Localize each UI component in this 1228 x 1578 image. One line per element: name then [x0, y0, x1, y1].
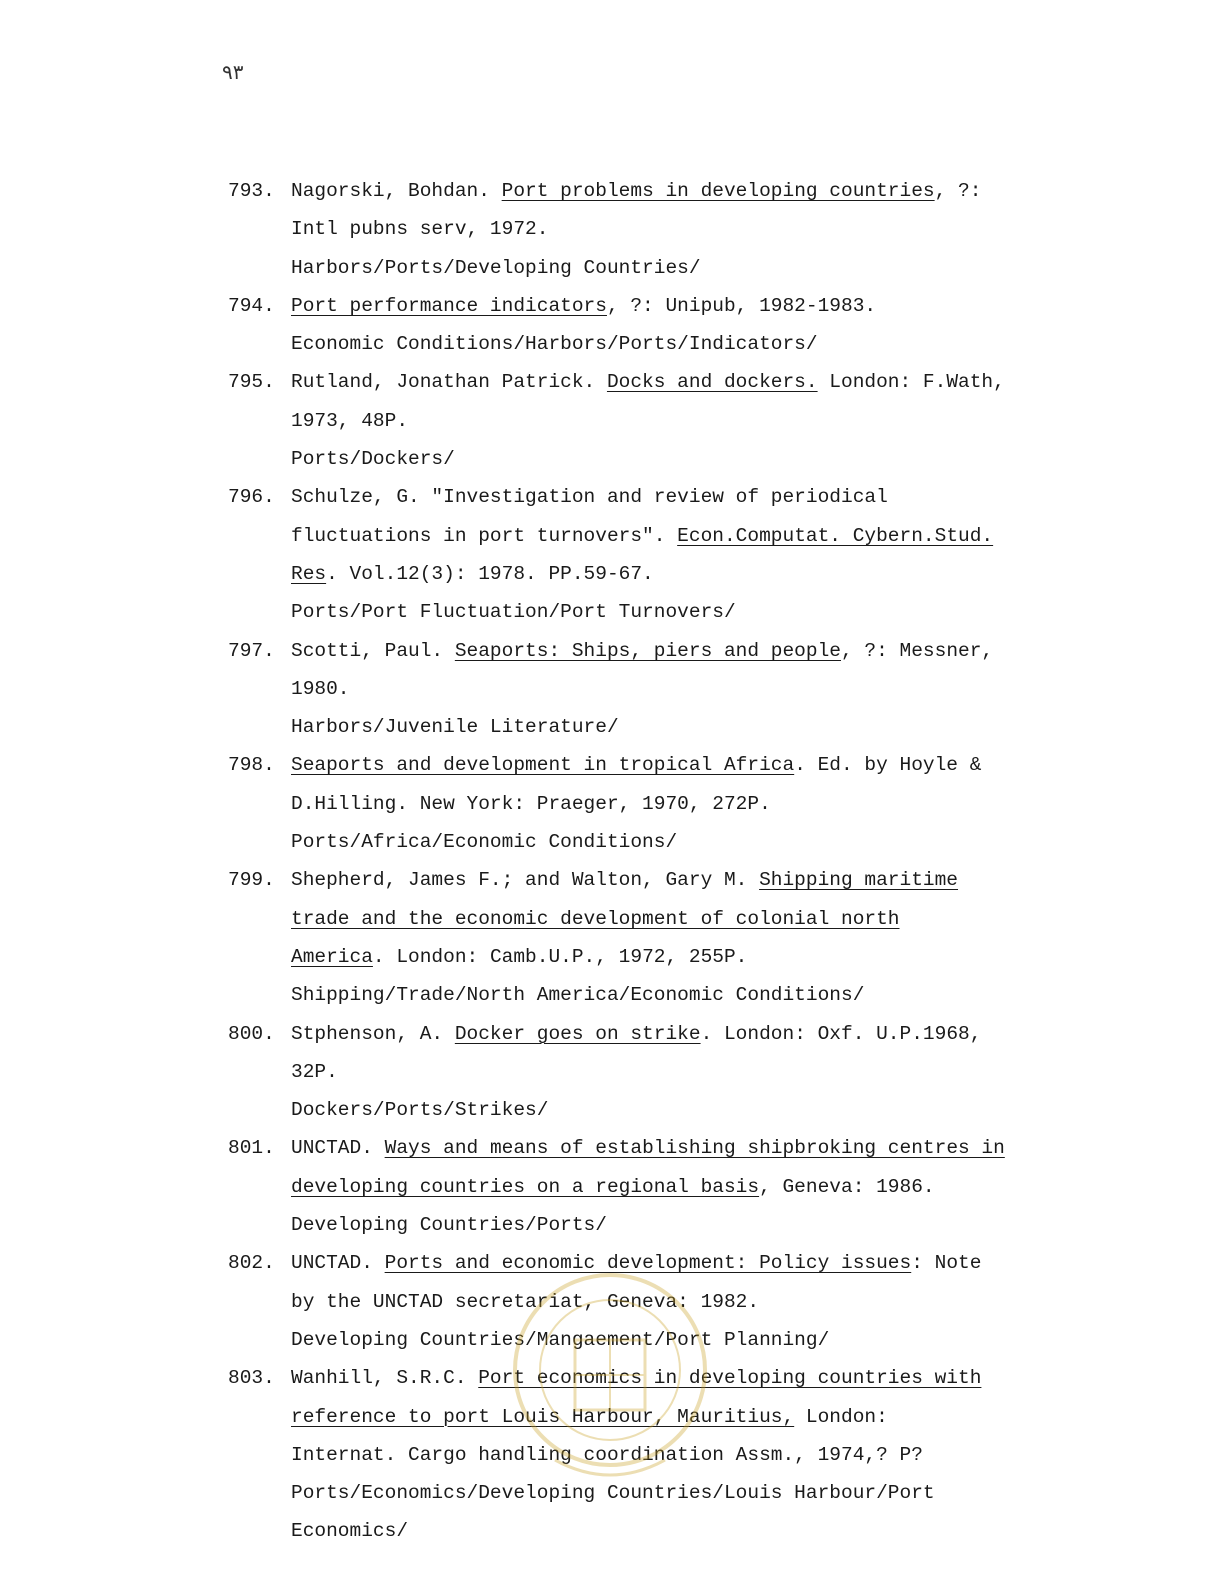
- entry-line: [291, 1283, 1228, 1321]
- entry-text: Developing Countries/Ports/: [291, 1214, 607, 1237]
- entry-line: [291, 440, 1228, 478]
- entry-text: . London: Camb.U.P., 1972, 255P.: [372, 945, 748, 968]
- entry-title-text: Seaports and development in tropical Africa: [291, 754, 795, 777]
- bibliography-entry: [0, 363, 1228, 478]
- entry-line: [291, 1206, 1228, 1244]
- page-number: ٩٣: [222, 60, 244, 84]
- entry-line: [291, 249, 1228, 287]
- entry-text: Nagorski, Bohdan.: [291, 180, 502, 202]
- entry-text: . London: Oxf. U.P.1968,: [700, 1022, 982, 1045]
- entry-text: Ports/Port Fluctuation/Port Turnovers/: [291, 601, 736, 624]
- entry-text: Rutland, Jonathan Patrick.: [291, 371, 607, 394]
- entry-line: [291, 325, 1228, 363]
- entry-title-text: Shipping maritime: [759, 869, 959, 892]
- entry-text: London: F.Wath,: [817, 371, 1005, 394]
- entry-line: [291, 1053, 1228, 1091]
- entry-text: Ports/Dockers/: [291, 448, 455, 471]
- entry-text: UNCTAD.: [291, 1137, 385, 1160]
- entry-title-text: Port problems in developing countries: [501, 180, 935, 202]
- entry-text: Economics/: [291, 1520, 409, 1543]
- entry-line: [291, 1091, 1228, 1129]
- entry-line: [291, 1129, 1228, 1167]
- entry-line: [291, 172, 1228, 210]
- entry-line: [291, 1321, 1228, 1359]
- entry-line: [291, 746, 1228, 784]
- library-seal-watermark: [505, 1260, 715, 1500]
- entry-line: [291, 976, 1228, 1014]
- bibliography-entry: [0, 1129, 1228, 1244]
- entry-text: , ?: Messner,: [841, 639, 994, 662]
- entry-number: 801.: [228, 1137, 275, 1160]
- entry-line: [291, 1474, 1228, 1512]
- entry-title-text: Seaports: Ships, piers and people: [454, 639, 841, 662]
- entry-text: 1980.: [291, 677, 350, 700]
- entry-title-text: developing countries on a regional basis: [291, 1175, 760, 1198]
- entry-number: 802.: [228, 1252, 275, 1275]
- entry-number: 795.: [228, 371, 275, 394]
- entry-text: : Note: [911, 1252, 982, 1275]
- entry-number: 797.: [228, 639, 275, 662]
- entry-line: [291, 1244, 1228, 1282]
- entry-line: [291, 1398, 1228, 1436]
- entry-title-text: Docks and dockers.: [606, 371, 818, 394]
- entry-number: 803.: [228, 1367, 275, 1390]
- entry-line: [291, 593, 1228, 631]
- entry-title-text: Ports and economic development: Policy issues: [384, 1252, 912, 1275]
- entry-number: 794.: [228, 294, 275, 317]
- bibliography-entry: [0, 1015, 1228, 1130]
- bibliography-entry: [0, 632, 1228, 747]
- entry-number: 793.: [228, 180, 275, 202]
- entry-number: 800.: [228, 1022, 275, 1045]
- entry-line: [291, 517, 1228, 555]
- entry-title-text: Docker goes on strike: [454, 1022, 701, 1045]
- entry-text: , ?:: [934, 180, 982, 202]
- entry-text: Scotti, Paul.: [291, 639, 455, 662]
- entry-text: Stphenson, A.: [291, 1022, 455, 1045]
- entry-line: [291, 1436, 1228, 1474]
- entry-line: [291, 1512, 1228, 1550]
- entry-text: Shepherd, James F.; and Walton, Gary M.: [291, 869, 760, 892]
- entry-line: [291, 363, 1228, 401]
- entry-text: Schulze, G. "Investigation and review of periodical: [291, 486, 888, 509]
- entry-text: Dockers/Ports/Strikes/: [291, 1099, 549, 1122]
- entry-number: 796.: [228, 486, 275, 509]
- entry-line: [291, 785, 1228, 823]
- entry-text: , Geneva: 1986.: [759, 1175, 935, 1198]
- entry-line: [291, 708, 1228, 746]
- entry-text: Ports/Economics/Developing Countries/Louis Harbour/Port: [291, 1482, 935, 1505]
- entry-text: 32P.: [291, 1060, 338, 1083]
- entry-line: [291, 555, 1228, 593]
- entry-text: D.Hilling. New York: Praeger, 1970, 272P.: [291, 792, 771, 815]
- entry-text: Shipping/Trade/North America/Economic Conditions/: [291, 984, 865, 1007]
- bibliography-entry: [0, 861, 1228, 1014]
- entry-text: , ?: Unipub, 1982-1983.: [606, 294, 877, 317]
- entry-line: [291, 210, 1228, 248]
- entry-title-text: reference to port Louis Harbour, Mauritius,: [291, 1405, 795, 1428]
- entry-text: Intl pubns serv, 1972.: [291, 218, 549, 241]
- entry-title-text: Port performance indicators: [291, 294, 607, 317]
- entry-line: [291, 632, 1228, 670]
- entry-text: Wanhill, S.R.C.: [291, 1367, 479, 1390]
- entry-text: . Vol.12(3): 1978. PP.59-67.: [326, 562, 654, 585]
- entry-line: [291, 478, 1228, 516]
- entry-text: 1973, 48P.: [291, 409, 409, 432]
- bibliography-entry: [0, 746, 1228, 861]
- entry-text: UNCTAD.: [291, 1252, 385, 1275]
- entry-title-text: Ways and means of establishing shipbroking centres in: [384, 1137, 1005, 1160]
- entry-title-text: America: [291, 945, 373, 968]
- entry-title-text: Port economics in developing countries with: [478, 1367, 982, 1390]
- entry-line: [291, 1015, 1228, 1053]
- entry-title-text: Econ.Computat. Cybern.Stud.: [677, 524, 994, 547]
- entry-text: Harbors/Juvenile Literature/: [291, 716, 619, 739]
- bibliography-entry: [0, 172, 1228, 287]
- entry-line: [291, 670, 1228, 708]
- entry-text: Harbors/Ports/Developing Countries/: [291, 256, 701, 279]
- entry-line: [291, 287, 1228, 325]
- entry-line: [291, 900, 1228, 938]
- entry-line: [291, 861, 1228, 899]
- entry-title-text: Res: [291, 562, 327, 585]
- entry-text: London:: [794, 1405, 888, 1428]
- bibliography-entry: [0, 478, 1228, 631]
- entry-text: Ports/Africa/Economic Conditions/: [291, 831, 678, 854]
- entry-number: 798.: [228, 754, 275, 777]
- entry-text: fluctuations in port turnovers".: [291, 524, 678, 547]
- entry-line: [291, 938, 1228, 976]
- entry-line: [291, 1168, 1228, 1206]
- entry-text: . Ed. by Hoyle &: [794, 754, 982, 777]
- entry-number: 799.: [228, 869, 275, 892]
- entry-title-text: trade and the economic development of colonial north: [291, 907, 900, 930]
- entry-text: Developing Countries/Mangaement/Port Planning/: [291, 1328, 830, 1351]
- entry-text: by the UNCTAD secretariat, Geneva: 1982.: [291, 1290, 760, 1313]
- entry-line: [291, 402, 1228, 440]
- entry-line: [291, 1359, 1228, 1397]
- entry-text: Economic Conditions/Harbors/Ports/Indicators/: [291, 333, 818, 356]
- entry-text: Internat. Cargo handling coordination Assm., 1974,? P?: [291, 1443, 923, 1466]
- entry-line: [291, 823, 1228, 861]
- bibliography-entry: [0, 287, 1228, 364]
